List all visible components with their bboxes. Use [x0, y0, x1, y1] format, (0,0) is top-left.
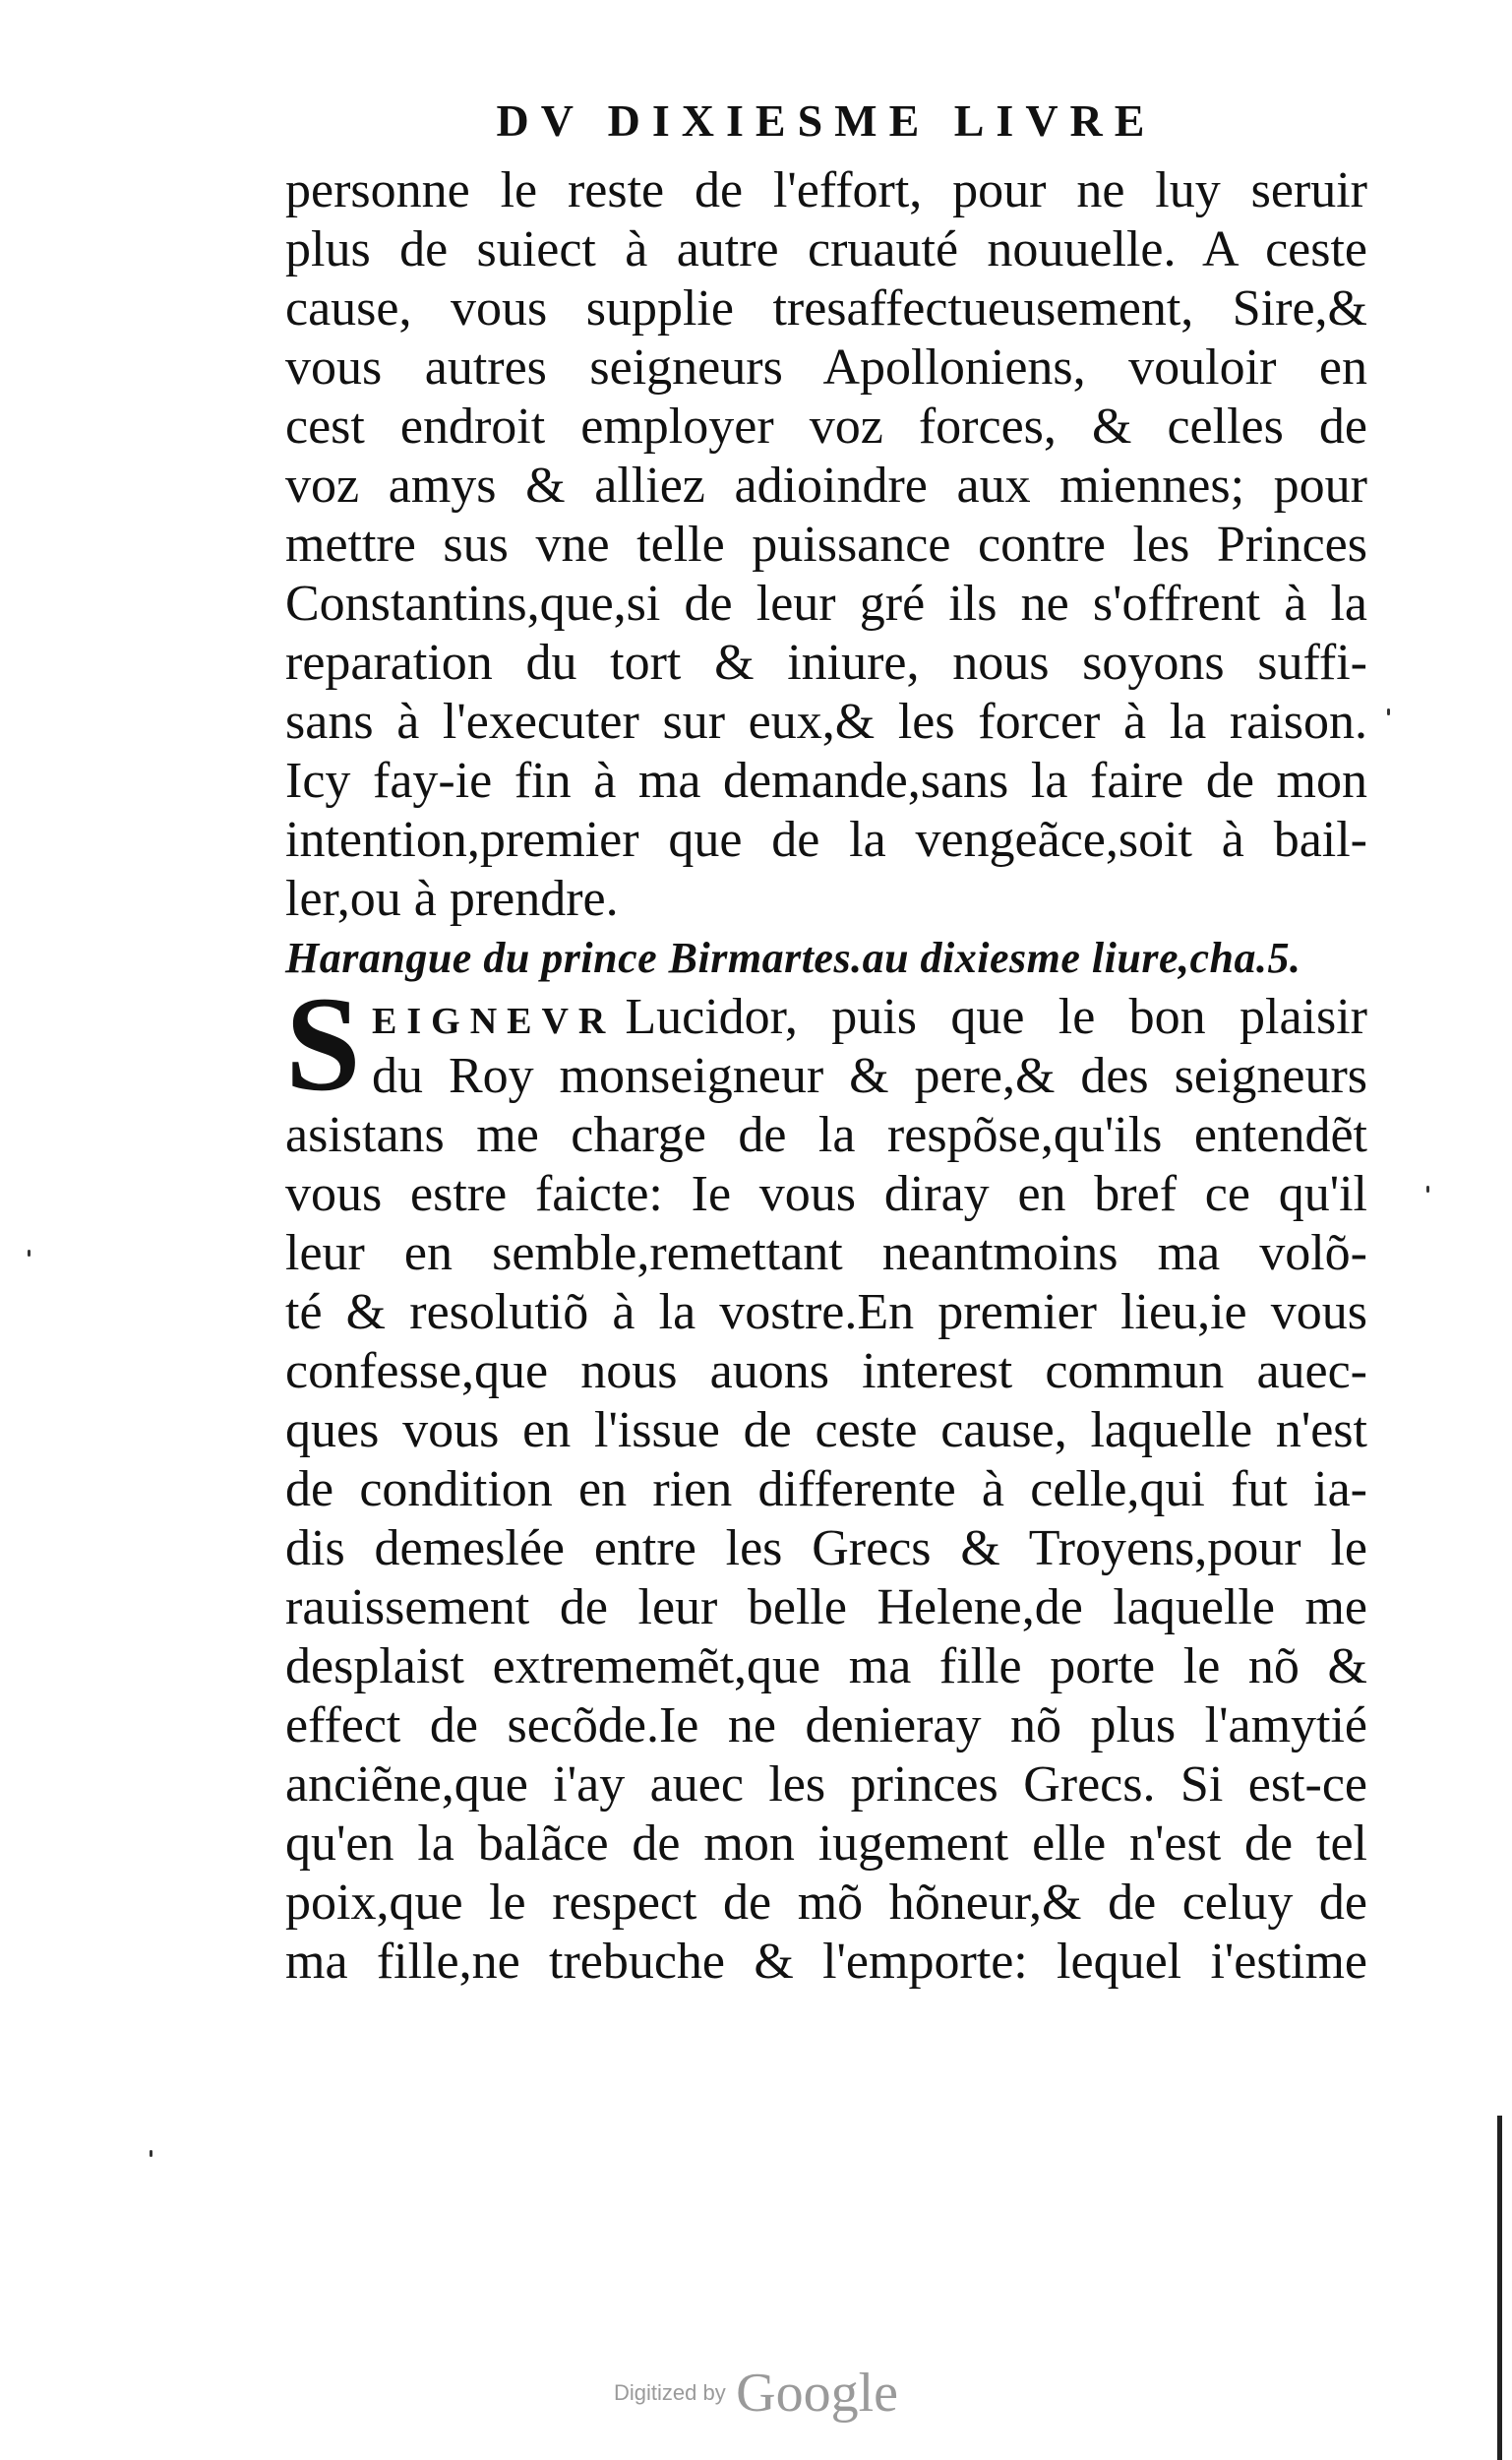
text-line: intention,premier que de la vengeãce,soit à bail- — [285, 812, 1367, 868]
watermark-small-text: Digitized by — [613, 2380, 726, 2405]
text-line: qu'en la balãce de mon iugement elle n'est de tel — [285, 1815, 1367, 1872]
text-line: ques vous en l'issue de ceste cause, laquelle n'est — [285, 1402, 1367, 1458]
digitized-watermark — [0, 2362, 1512, 2425]
text-line: personne le reste de l'effort, pour ne luy seruir — [285, 162, 1367, 218]
text-line: rauissement de leur belle Helene,de laquelle me — [285, 1579, 1367, 1635]
text-line: effect de secõde.Ie ne denieray nõ plus l'amytié — [285, 1697, 1367, 1753]
scan-speck — [150, 2150, 152, 2157]
running-head: DV DIXIESME LIVRE — [496, 95, 1157, 146]
text-line: asistans me charge de la respõse,qu'ils entendẽt — [285, 1107, 1367, 1163]
text-line: ler,ou à prendre. — [285, 871, 619, 927]
text-line: reparation du tort & iniure, nous soyons suffi- — [285, 635, 1367, 691]
drop-cap: S — [285, 968, 361, 1119]
google-logo: Google — [736, 2363, 899, 2424]
text-line: Icy fay-ie fin à ma demande,sans la faire de mon — [285, 753, 1367, 809]
text-line: voz amys & alliez adioindre aux miennes; pour — [285, 458, 1367, 514]
scan-speck — [1426, 1186, 1429, 1193]
text-line-rest: Lucidor, puis que le bon plaisir — [625, 989, 1367, 1045]
text-line: cest endroit employer voz forces, & celles de — [285, 399, 1367, 455]
text-line: de condition en rien differente à celle,qui fut ia- — [285, 1461, 1367, 1517]
text-line: té & resolutiõ à la vostre.En premier lieu,ie vous — [285, 1284, 1367, 1340]
text-line: Constantins,que,si de leur gré ils ne s'offrent à la — [285, 576, 1367, 632]
scan-speck — [1387, 708, 1390, 715]
text-block — [285, 161, 1367, 1992]
small-caps-word: EIGNEVR — [372, 1001, 616, 1042]
text-line: ma fille,ne trebuche & l'emporte: lequel i'estime — [285, 1934, 1367, 1990]
scan-speck — [28, 1250, 30, 1257]
text-line: du Roy monseigneur & pere,& des seigneurs — [372, 1048, 1367, 1104]
text-line: leur en semble,remettant neantmoins ma volõ- — [285, 1225, 1367, 1281]
harangue-heading: Harangue du prince Birmartes.au dixiesme liure,cha.5. — [285, 934, 1301, 982]
text-line: poix,que le respect de mõ hõneur,& de celuy de — [285, 1875, 1367, 1931]
text-line: vous autres seigneurs Apolloniens, vouloir en — [285, 339, 1367, 396]
text-line: confesse,que nous auons interest commun auec- — [285, 1343, 1367, 1399]
text-line: plus de suiect à autre cruauté nouuelle. A ceste — [285, 221, 1367, 277]
text-line: desplaist extrememẽt,que ma fille porte le nõ & — [285, 1638, 1367, 1694]
text-line: mettre sus vne telle puissance contre les Princes — [285, 517, 1367, 573]
text-line: vous estre faicte: Ie vous diray en bref ce qu'il — [285, 1166, 1367, 1222]
text-line: dis demeslée entre les Grecs & Troyens,pour le — [285, 1520, 1367, 1576]
text-line: cause, vous supplie tresaffectueusement, Sire,& — [285, 280, 1367, 337]
text-line: anciẽne,que i'ay auec les princes Grecs. Si est-ce — [285, 1756, 1367, 1813]
text-line: sans à l'executer sur eux,& les forcer à la raison. — [285, 694, 1367, 750]
